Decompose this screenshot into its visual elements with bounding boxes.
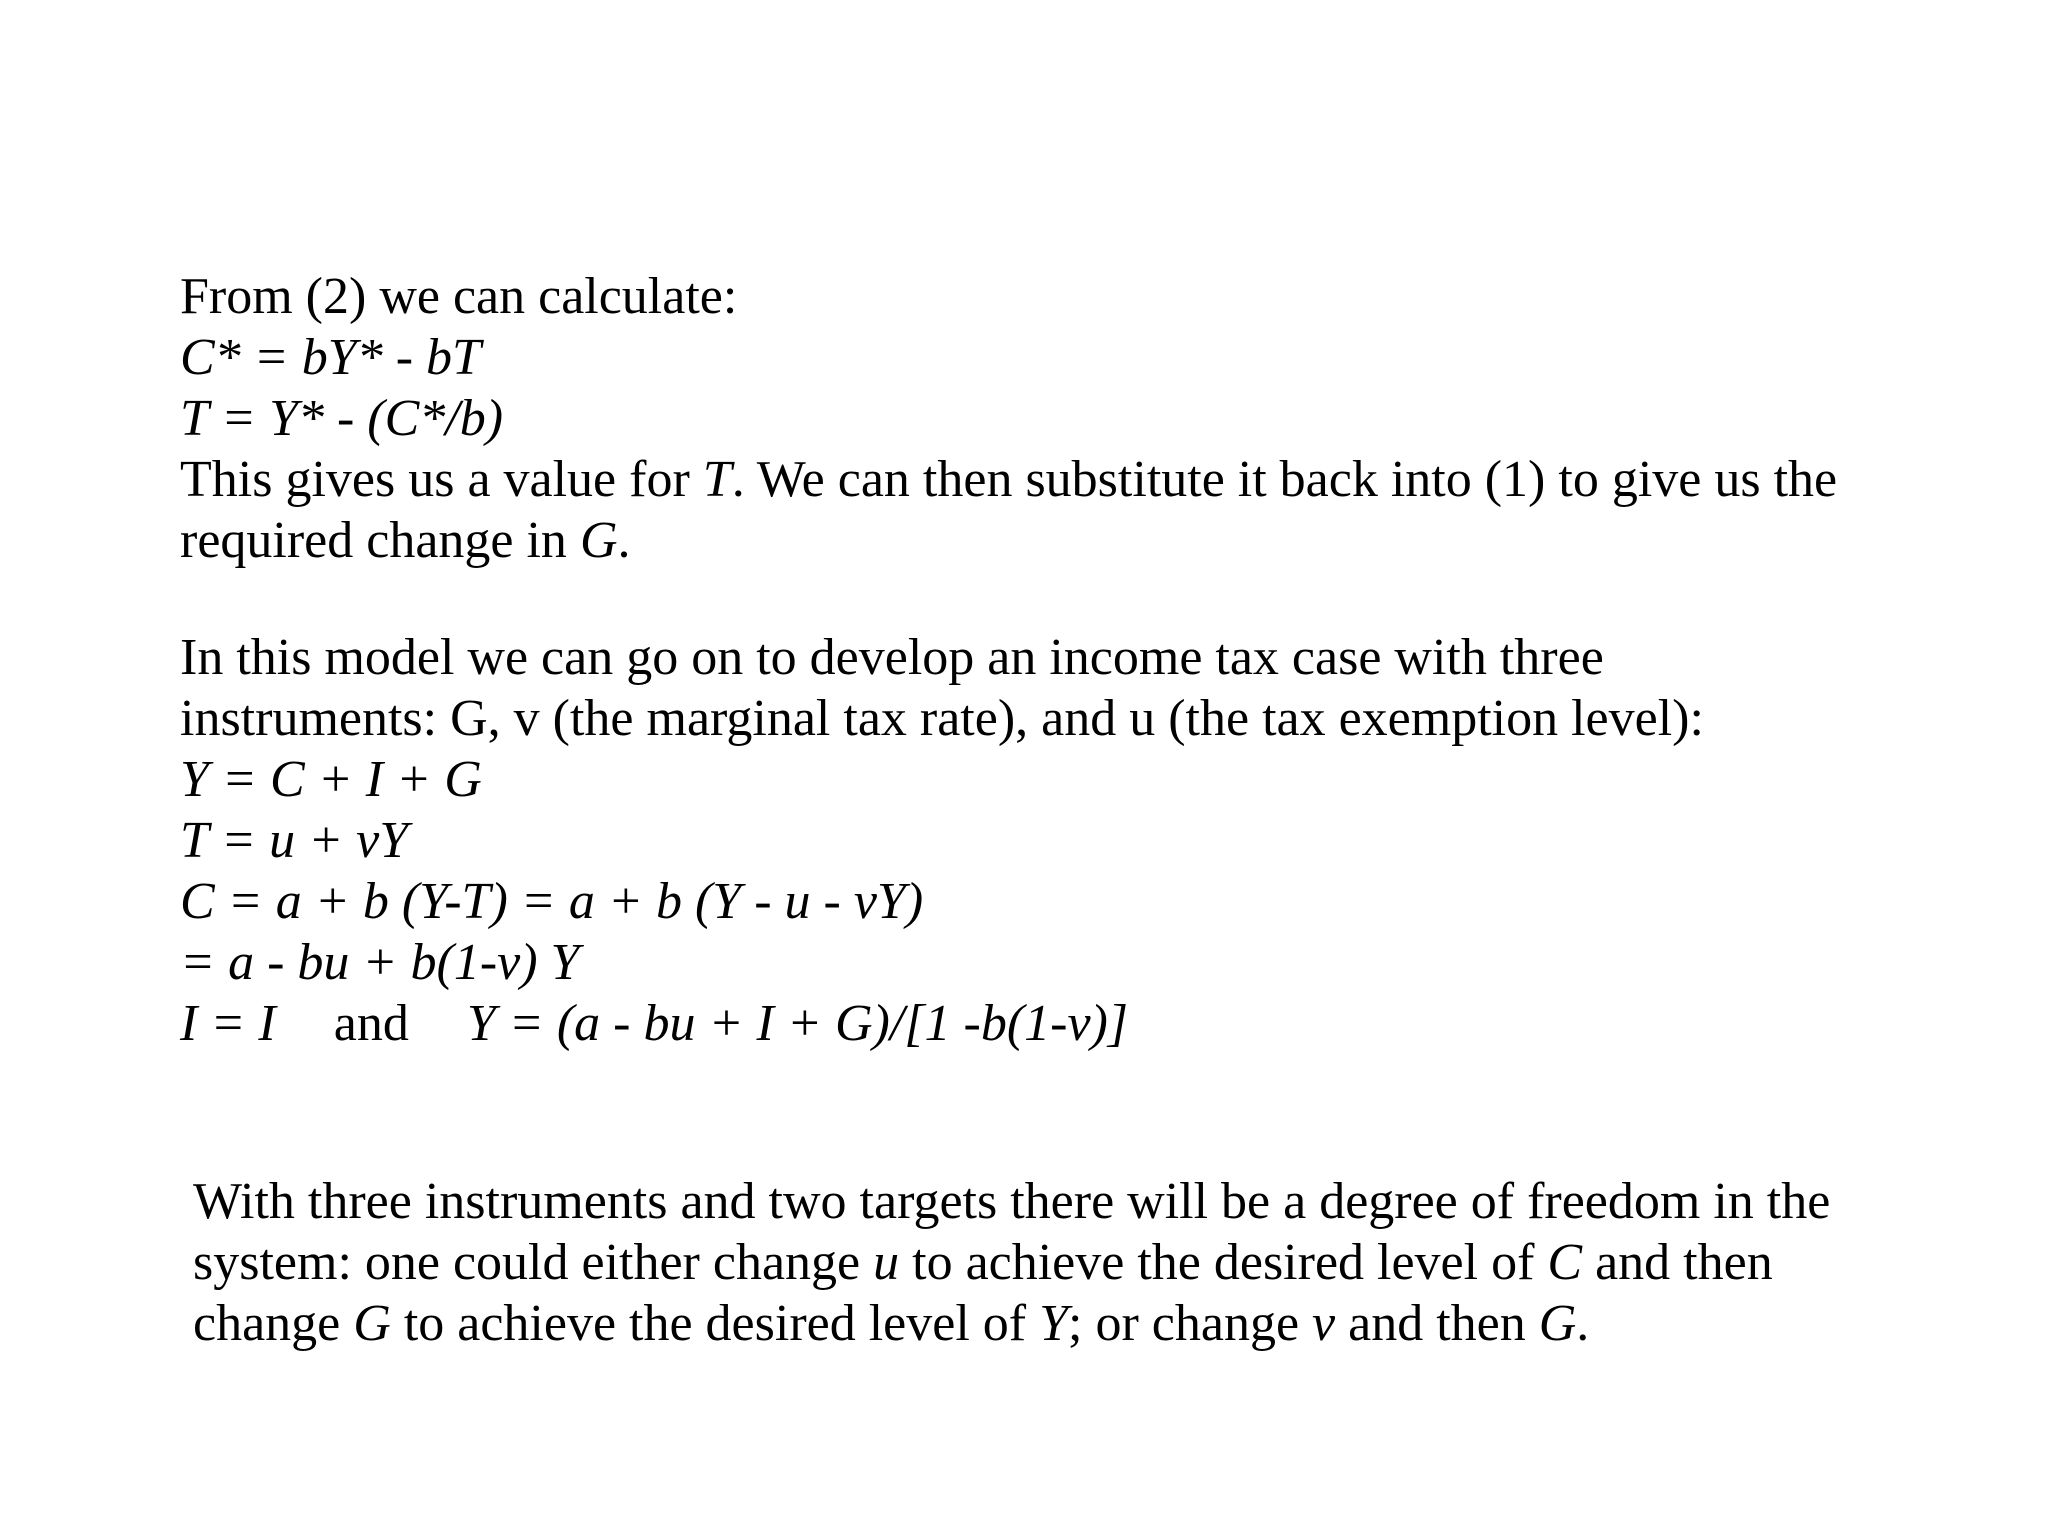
text-line: instruments: G, v (the marginal tax rate), and u (the tax exemption level): <box>180 690 1704 747</box>
variable-v: v <box>1312 1295 1336 1352</box>
equation-c-continued: = a - bu + b(1-v) Y <box>180 934 580 991</box>
text-line <box>193 1293 1830 1354</box>
text-segment: This gives us a value for <box>180 451 703 508</box>
text-segment: required change in <box>180 512 580 569</box>
text-block-degree-of-freedom <box>193 1171 1830 1354</box>
equation-y: Y = C + I + G <box>180 751 482 808</box>
text-block-calculation <box>180 266 1837 571</box>
text-line <box>193 1232 1830 1293</box>
text-segment: to achieve the desired level of <box>899 1234 1548 1291</box>
text-segment: and then <box>1335 1295 1539 1352</box>
text-segment: . We can then substitute it back into (1) to give us the <box>731 451 1838 508</box>
equation-t: T = u + vY <box>180 812 409 869</box>
text-line <box>180 449 1837 510</box>
variable-c: C <box>1547 1234 1583 1291</box>
text-line <box>180 510 1837 571</box>
text-segment: . <box>1576 1295 1590 1352</box>
text-segment: ; or change <box>1068 1295 1313 1352</box>
equation-i: I = I <box>180 995 276 1052</box>
variable-g: G <box>353 1295 391 1352</box>
text-segment: to achieve the desired level of <box>390 1295 1040 1352</box>
text-segment: and then <box>1582 1234 1773 1291</box>
text-segment: system: one could either change <box>193 1234 874 1291</box>
variable-g: G <box>579 512 618 569</box>
equation-t: T = Y* - (C*/b) <box>180 390 504 447</box>
text-line: With three instruments and two targets there will be a degree of freedom in the <box>193 1173 1831 1230</box>
text-segment: . <box>617 512 631 569</box>
equation-i-and-y <box>180 993 1704 1054</box>
variable-g: G <box>1538 1295 1577 1352</box>
equation-c-star: C* = bY* - bT <box>180 329 481 386</box>
text-line: From (2) we can calculate: <box>180 268 738 325</box>
text-segment: and <box>333 995 409 1052</box>
variable-t: T <box>702 451 732 508</box>
text-segment: change <box>193 1295 354 1352</box>
equation-c: C = a + b (Y-T) = a + b (Y - u - vY) <box>180 873 924 930</box>
variable-y: Y <box>1039 1295 1069 1352</box>
text-line: In this model we can go on to develop an income tax case with three <box>180 629 1604 686</box>
variable-u: u <box>873 1234 900 1291</box>
equation-y-solution: Y = (a - bu + I + G)/[1 -b(1-v)] <box>466 995 1129 1052</box>
text-block-income-tax-model <box>180 627 1704 1054</box>
